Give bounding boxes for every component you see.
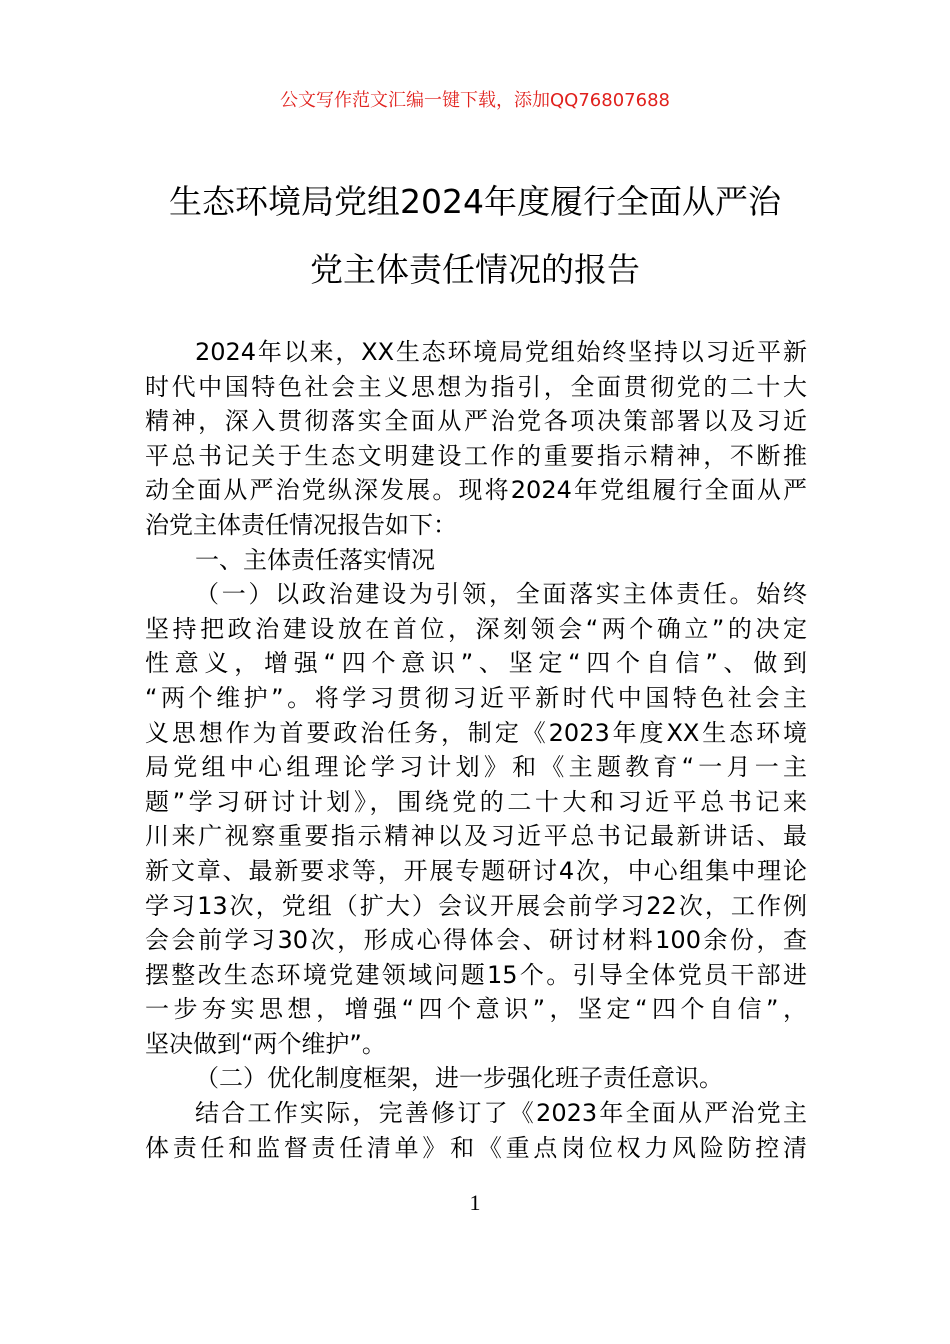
body-text-line: （二）优化制度框架，进一步强化班子责任意识。: [195, 1064, 723, 1093]
body-text-line: 治党主体责任情况报告如下：: [145, 510, 457, 539]
body-text-line: 摆整改生态环境党建领域问题15个。引导全体党员干部进: [145, 960, 807, 989]
body-text-line: 性意义，增强“四个意识”、坚定“四个自信”、做到: [145, 649, 807, 678]
body-text-line: 学习13次，党组（扩大）会议开展会前学习22次，工作例: [145, 891, 807, 920]
download-banner-link[interactable]: 公文写作范文汇编一键下载，添加QQ76807688: [280, 90, 670, 111]
body-text-line: 义思想作为首要政治任务，制定《2023年度XX生态环境: [145, 718, 807, 747]
body-text-line: （一）以政治建设为引领，全面落实主体责任。始终: [195, 580, 807, 609]
body-text-line: 新文章、最新要求等，开展专题研讨4次，中心组集中理论: [145, 856, 807, 885]
page-number: 1: [469, 1190, 481, 1215]
body-text-line: 题”学习研讨计划》，围绕党的二十大和习近平总书记来: [145, 787, 807, 816]
body-text-line: 结合工作实际，完善修订了《2023年全面从严治党主: [195, 1099, 807, 1128]
document-body: [145, 335, 807, 1165]
body-text-line: “两个维护”。将学习贯彻习近平新时代中国特色社会主: [145, 683, 807, 712]
body-text-line: 会会前学习30次，形成心得体会、研讨材料100余份，查: [145, 926, 807, 955]
body-text-line: 川来广视察重要指示精神以及习近平总书记最新讲话、最: [145, 822, 807, 851]
body-text-line: 时代中国特色社会主义思想为指引，全面贯彻党的二十大: [145, 372, 807, 401]
body-text-line: 局党组中心组理论学习计划》和《主题教育“一月一主: [145, 753, 807, 782]
body-text-line: 2024年以来，XX生态环境局党组始终坚持以习近平新: [195, 338, 807, 366]
document-title-line-2: 党主体责任情况的报告: [310, 250, 640, 289]
body-text-line: 坚持把政治建设放在首位，深刻领会“两个确立”的决定: [145, 614, 807, 643]
body-text-line: 动全面从严治党纵深发展。现将2024年党组履行全面从严: [145, 476, 807, 505]
body-text-line: 一步夯实思想，增强“四个意识”，坚定“四个自信”，: [145, 995, 807, 1024]
document-title-line-1: 生态环境局党组2024年度履行全面从严治: [169, 182, 781, 221]
body-text-line: 精神，深入贯彻落实全面从严治党各项决策部署以及习近: [145, 407, 807, 436]
body-text-line: 一、主体责任落实情况: [195, 545, 435, 574]
body-text-line: 平总书记关于生态文明建设工作的重要指示精神，不断推: [145, 441, 807, 470]
body-text-line: 坚决做到“两个维护”。: [145, 1029, 386, 1058]
body-text-line: 体责任和监督责任清单》和《重点岗位权力风险防控清: [145, 1133, 807, 1162]
